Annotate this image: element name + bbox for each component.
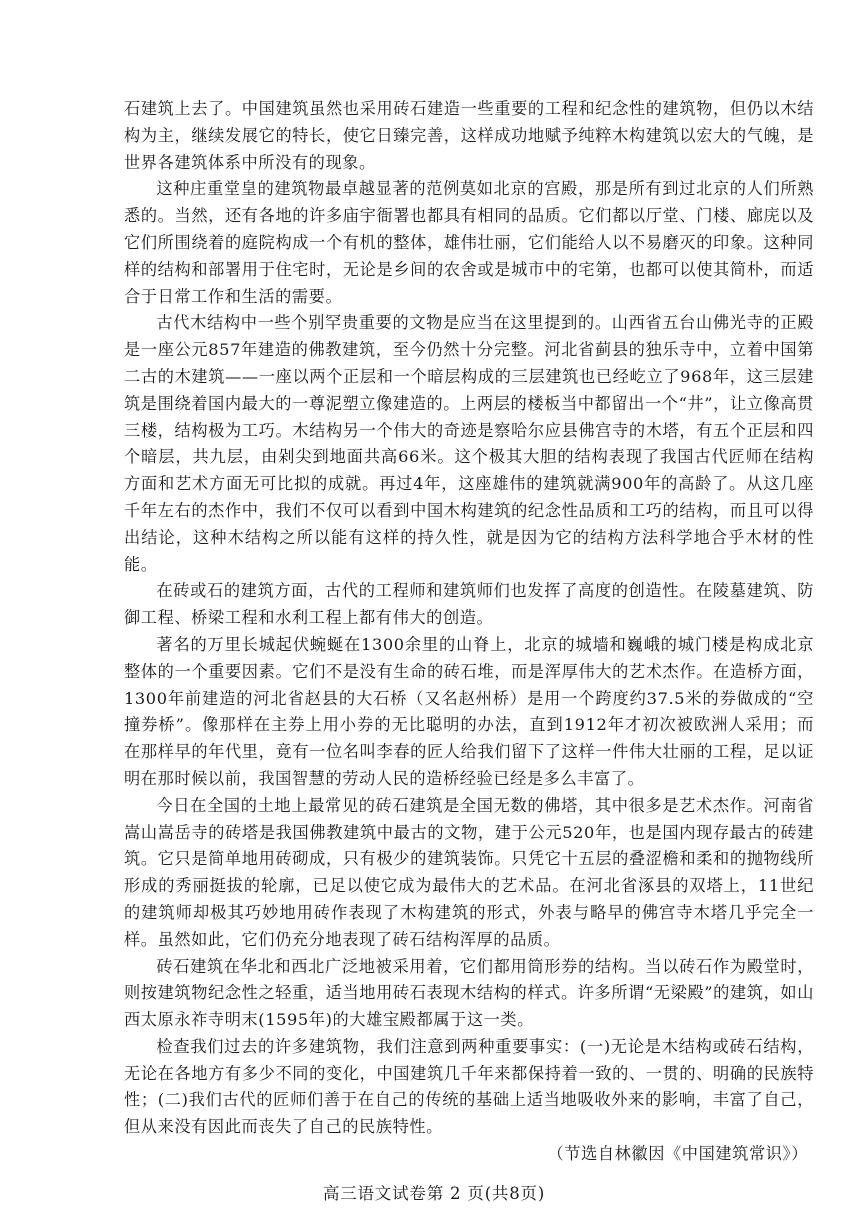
paragraph-5: 著名的万里长城起伏蜿蜒在1300余里的山脊上，北京的城墙和巍峨的城门楼是构成北京整体的一个重要因素。它们不是没有生命的砖石堆，而是浑厚伟大的艺术杰作。在造桥方面，1300年前建造的河北省赵县的大石桥（又名赵州桥）是用一个跨度约37.5米的券做成的“空撞券桥”。像那样在主券上用小券的无比聪明的办法，直到1912年才初次被欧洲人采用；而在那样早的年代里，竟有一位名叫李春的匠人给我们留下了这样一件伟大壮丽的工程，足以证明在那时候以前，我国智慧的劳动人民的造桥经验已经是多么丰富了。 [124, 634, 814, 788]
paragraph-3: 古代木结构中一些个别罕贵重要的文物是应当在这里提到的。山西省五台山佛光寺的正殿是一座公元857年建造的佛教建筑，至今仍然十分完整。河北省蓟县的独乐寺中，立着中国第二古的木建筑——一座以两个正层和一个暗层构成的三层建筑也已经屹立了968年，这三层建筑是围绕着国内最大的一尊泥塑立像建造的。上两层的楼板当中都留出一个“井”，让立像高贯三楼，结构极为工巧。木结构另一个伟大的奇迹是察哈尔应县佛宫寺的木塔，有五个正层和四个暗层，共九层，由剁尖到地面共高66米。这个极其大胆的结构表现了我国古代匠师在结构方面和艺术方面无可比拟的成就。再过4年，这座雄伟的建筑就满900年的高龄了。从这几座千年左右的杰作中，我们不仅可以看到中国木构建筑的纪念性品质和工巧的结构，而且可以得出结论，这种木结构之所以能有这样的持久性，就是因为它的结构方法科学地合乎木材的性能。 [124, 313, 814, 574]
paragraph-2: 这种庄重堂皇的建筑物最卓越显著的范例莫如北京的宫殿，那是所有到过北京的人们所熟悉的。当然，还有各地的许多庙宇衙署也都具有相同的品质。它们都以厅堂、门楼、廊庑以及它们所围绕着的庭院构成一个有机的整体，雄伟壮丽，它们能给人以不易磨灭的印象。这种同样的结构和部署用于住宅时，无论是乡间的农舍或是城市中的宅第，也都可以使其简朴，而适合于日常工作和生活的需要。 [124, 179, 814, 306]
source-citation: （节选自林徽因《中国建筑常识》） [547, 1144, 808, 1164]
paragraph-7: 砖石建筑在华北和西北广泛地被采用着，它们都用筒形券的结构。当以砖石作为殿堂时，则按建筑物纪念性之轻重，适当地用砖石表现木结构的样式。许多所谓“无梁殿”的建筑，如山西太原永祚寺明末(1595年)的大雄宝殿都属于这一类。 [124, 956, 814, 1030]
paragraph-4: 在砖或石的建筑方面，古代的工程师和建筑师们也发挥了高度的创造性。在陵墓建筑、防御工程、桥梁工程和水利工程上都有伟大的创造。 [124, 581, 814, 628]
paragraph-1: 石建筑上去了。中国建筑虽然也采用砖石建造一些重要的工程和纪念性的建筑物，但仍以木结构为主，继续发展它的特长，使它日臻完善，这样成功地赋予纯粹木构建筑以宏大的气魄，是世界各建筑体系中所没有的现象。 [124, 99, 814, 172]
page-footer: 高三语文试卷第 2 页(共8页) [322, 1184, 546, 1203]
paragraph-6: 今日在全国的土地上最常见的砖石建筑是全国无数的佛塔，其中很多是艺术杰作。河南省嵩山嵩岳寺的砖塔是我国佛教建筑中最古的文物，建于公元520年，也是国内现存最古的砖建筑。它只是简单地用砖砌成，只有极少的建筑装饰。只凭它十五层的叠涩檐和柔和的抛物线所形成的秀丽挺拔的轮廓，已足以使它成为最伟大的艺术品。在河北省涿县的双塔上，11世纪的建筑师却极其巧妙地用砖作表现了木构建筑的形式，外表与略早的佛宫寺木塔几乎完全一样。虽然如此，它们仍充分地表现了砖石结构浑厚的品质。 [124, 795, 814, 949]
document-body [124, 96, 814, 1168]
paragraph-8: 检查我们过去的许多建筑物，我们注意到两种重要事实：(一)无论是木结构或砖石结构，无论在各地方有多少不同的变化，中国建筑几千年来都保持着一致的、一贯的、明确的民族特性；(二)我们古代的匠师们善于在自己的传统的基础上适当地吸收外来的影响，丰富了自己，但从来没有因此而丧失了自己的民族特性。 [124, 1036, 814, 1137]
